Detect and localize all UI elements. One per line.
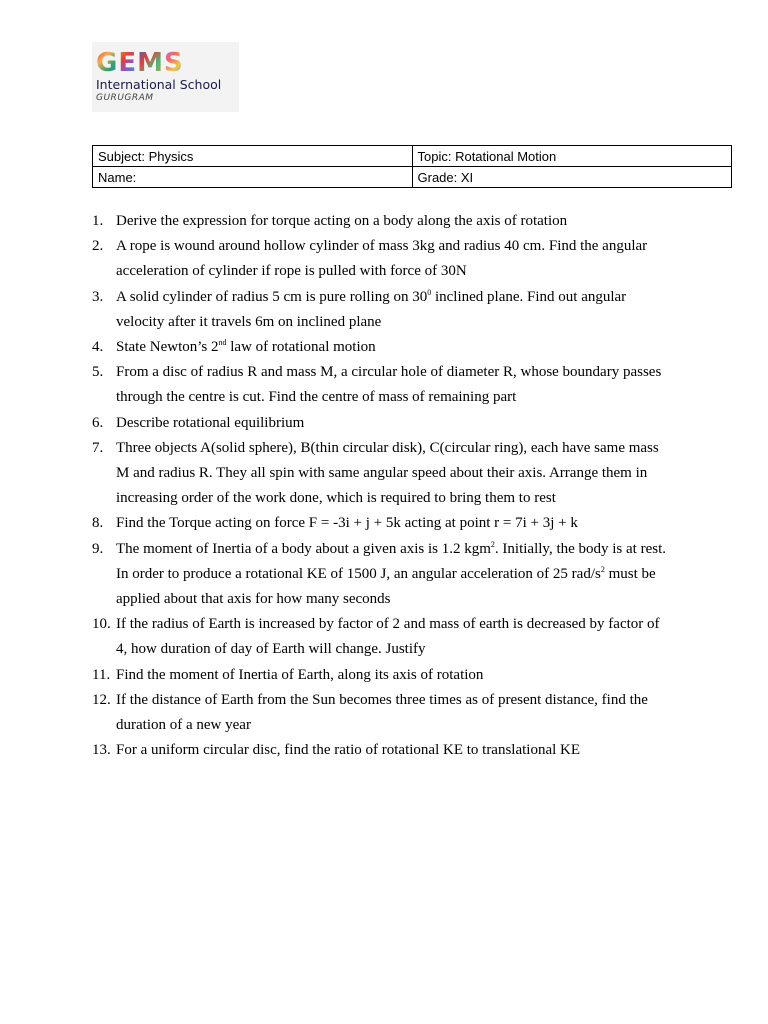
question-text: If the distance of Earth from the Sun becomes three times as of present distance, find the duration of a new year xyxy=(116,691,648,734)
question-number: 13. xyxy=(92,742,111,759)
question-item xyxy=(92,209,672,234)
question-number: 3. xyxy=(92,288,104,305)
question-item xyxy=(92,360,672,410)
question-item xyxy=(92,436,672,512)
question-number: 10. xyxy=(92,616,111,633)
question-number: 11. xyxy=(92,666,111,683)
question-text-part: inclined plane. Find out angular velocity after it travels 6m on inclined plane xyxy=(116,288,627,330)
question-number: 1. xyxy=(92,213,104,229)
question-number: 12. xyxy=(92,691,111,708)
question-item xyxy=(92,738,672,763)
question-number: 4. xyxy=(92,339,104,356)
question-text-part: State Newton’s 2 xyxy=(116,339,219,356)
question-text xyxy=(116,537,672,613)
table-row xyxy=(93,146,732,167)
question-number: 9. xyxy=(92,540,104,557)
table-row xyxy=(93,167,732,188)
superscript: 0 xyxy=(427,287,432,297)
question-item xyxy=(92,335,672,360)
question-item xyxy=(92,612,672,662)
logo-city: GURUGRAM xyxy=(96,93,154,103)
superscript: 2 xyxy=(600,564,605,574)
topic-cell: Topic: Rotational Motion xyxy=(412,146,732,167)
logo-letter: E xyxy=(118,48,136,78)
logo-letter: S xyxy=(163,48,182,78)
question-item xyxy=(92,411,672,436)
question-text: Find the moment of Inertia of Earth, along its axis of rotation xyxy=(116,666,484,683)
question-text: If the radius of Earth is increased by factor of 2 and mass of earth is decreased by factor of 4, how duration of day of Earth will change. Justify xyxy=(116,616,660,658)
header-info-table xyxy=(92,145,732,188)
gems-logo-mark xyxy=(96,50,239,76)
question-number: 2. xyxy=(92,238,104,255)
question-text-part: A solid cylinder of radius 5 cm is pure rolling on 30 xyxy=(116,288,428,305)
question-text: For a uniform circular disc, find the ratio of rotational KE to translational KE xyxy=(116,742,581,759)
question-text: Derive the expression for torque acting on a body along the axis of rotation xyxy=(116,213,568,229)
question-item xyxy=(92,285,672,335)
logo-school-name: International School xyxy=(96,77,222,92)
question-number: 8. xyxy=(92,515,104,532)
question-text: Describe rotational equilibrium xyxy=(116,414,305,431)
question-text: Three objects A(solid sphere), B(thin circular disk), C(circular ring), each have same mass M and radius R. They all spin with same angular speed about their axis. Arrange them in increasing order of the work done, which is required to bring them to rest xyxy=(116,439,659,507)
school-logo xyxy=(92,42,239,112)
question-list xyxy=(92,209,672,763)
question-text-part: The moment of Inertia of a body about a given axis is 1.2 kgm xyxy=(116,540,491,557)
grade-cell: Grade: XI xyxy=(412,167,732,188)
question-item xyxy=(92,537,672,613)
superscript: 2 xyxy=(490,539,495,549)
question-text: Find the Torque acting on force F = -3i + j + 5k acting at point r = 7i + 3j + k xyxy=(116,515,578,532)
question-text-part: law of rotational motion xyxy=(226,339,376,356)
subject-cell: Subject: Physics xyxy=(93,146,413,167)
name-cell: Name: xyxy=(93,167,413,188)
question-number: 7. xyxy=(92,439,104,456)
question-text xyxy=(116,335,672,360)
logo-letter: G xyxy=(96,48,117,78)
question-item xyxy=(92,511,672,536)
superscript: nd xyxy=(218,338,227,348)
question-text: From a disc of radius R and mass M, a circular hole of diameter R, whose boundary passes through the centre is cut. Find the centre of mass of remaining part xyxy=(116,364,662,406)
question-item xyxy=(92,234,672,284)
question-text: A rope is wound around hollow cylinder of mass 3kg and radius 40 cm. Find the angular acceleration of cylinder if rope is pulled with force of 30N xyxy=(116,238,648,280)
question-item xyxy=(92,688,672,738)
question-text xyxy=(116,285,672,335)
question-text-part: . Initially, the body is at rest. In order to produce a rotational KE of 1500 J, an angular acceleration of 25 rad/s xyxy=(116,540,667,582)
logo-letter: M xyxy=(137,48,162,78)
question-number: 5. xyxy=(92,364,104,381)
question-number: 6. xyxy=(92,414,104,431)
question-text-part: must be applied about that axis for how many seconds xyxy=(116,565,656,608)
question-item xyxy=(92,663,672,688)
